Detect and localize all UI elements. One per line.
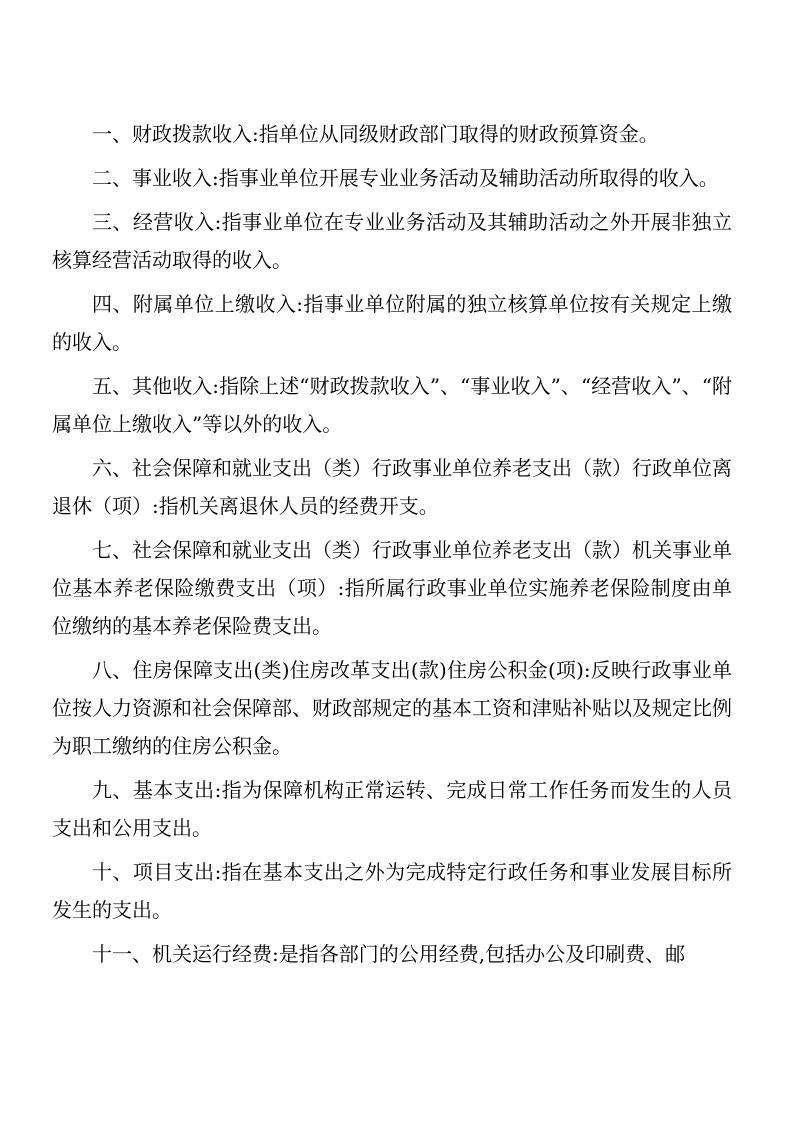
paragraph-11: 十一、机关运行经费:是指各部门的公用经费,包括办公及印刷费、邮 <box>92 942 686 966</box>
paragraph-3: 三、经营收入:指事业单位在专业业务活动及其辅助活动之外开展非独立核算经营活动取得的收入。 <box>52 210 732 272</box>
paragraph-9: 九、基本支出:指为保障机构正常运转、完成日常工作任务而发生的人员支出和公用支出。 <box>52 778 732 840</box>
paragraph-2: 二、事业收入:指事业单位开展专业业务活动及辅助活动所取得的收入。 <box>92 166 719 190</box>
paragraph-1: 一、财政拨款收入:指单位从同级财政部门取得的财政预算资金。 <box>92 122 659 146</box>
paragraph-5: 五、其他收入:指除上述“财政拨款收入”、“事业收入”、“经营收入”、“附属单位上缴收入”等以外的收入。 <box>52 374 732 436</box>
paragraph-4: 四、附属单位上缴收入:指事业单位附属的独立核算单位按有关规定上缴的收入。 <box>52 292 732 354</box>
paragraph-10: 十、项目支出:指在基本支出之外为完成特定行政任务和事业发展目标所发生的支出。 <box>52 860 732 922</box>
paragraph-7: 七、社会保障和就业支出（类）行政事业单位养老支出（款）机关事业单位基本养老保险缴费支出（项）:指所属行政事业单位实施养老保险制度由单位缴纳的基本养老保险费支出。 <box>52 538 732 638</box>
paragraph-6: 六、社会保障和就业支出（类）行政事业单位养老支出（款）行政单位离退休（项）:指机关离退休人员的经费开支。 <box>52 456 732 518</box>
document-page <box>52 115 732 979</box>
paragraph-8: 八、住房保障支出(类)住房改革支出(款)住房公积金(项):反映行政事业单位按人力资源和社会保障部、财政部规定的基本工资和津贴补贴以及规定比例为职工缴纳的住房公积金。 <box>52 658 732 758</box>
